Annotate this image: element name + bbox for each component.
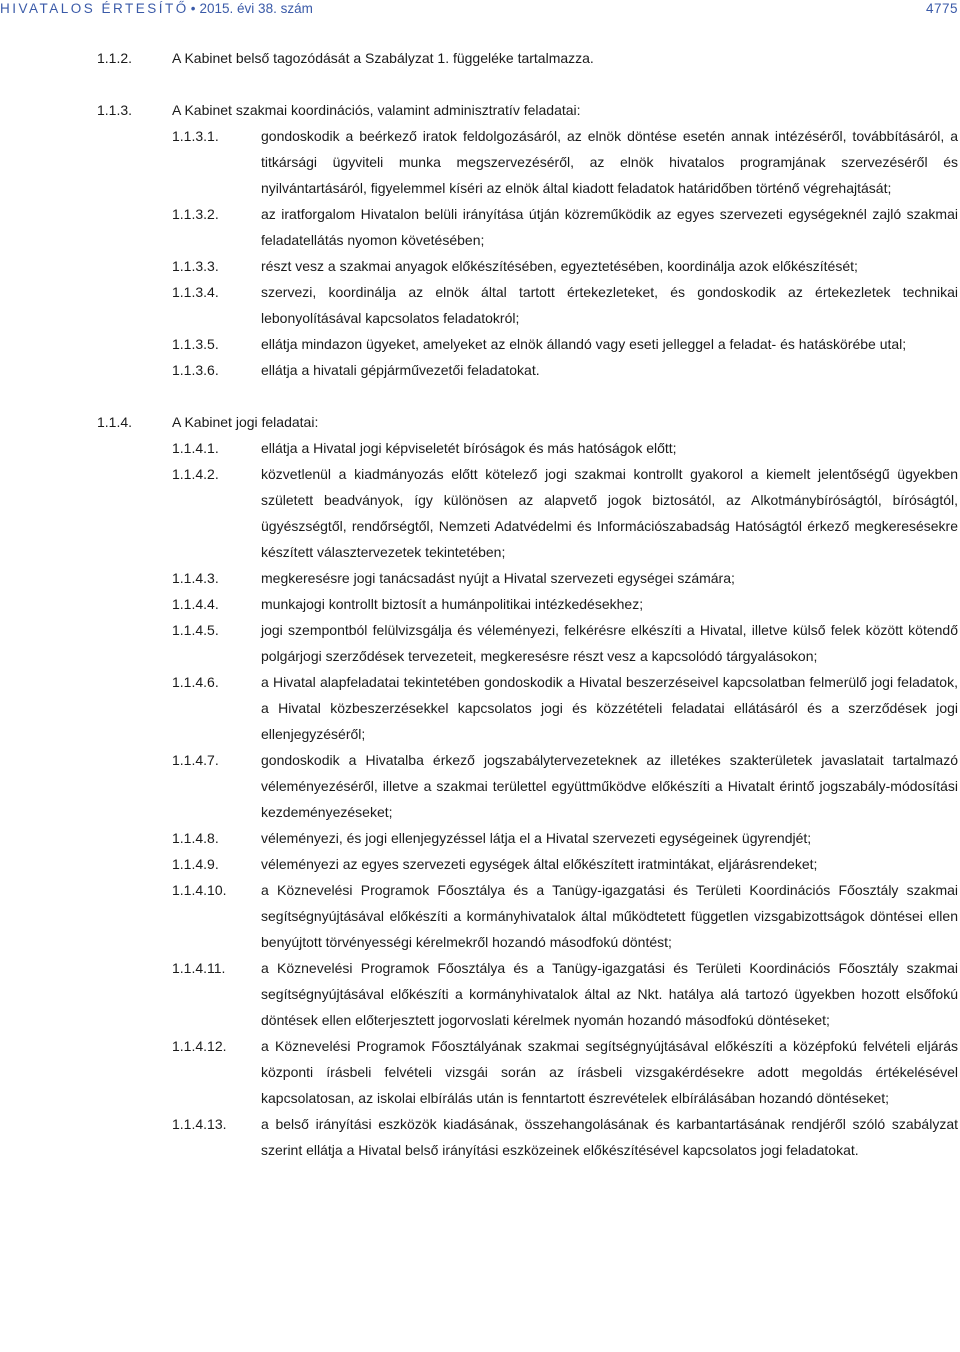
item-number: 1.1.4.11. [172, 960, 226, 976]
item-number: 1.1.4.13. [172, 1116, 227, 1132]
list-item [0, 201, 960, 253]
document-body [0, 45, 960, 1163]
item-number: 1.1.4.9. [172, 856, 219, 872]
item-text: szervezi, koordinálja az elnök által tartott értekezleteket, és gondoskodik az értekezletek technikai lebonyolításával kapcsolatos feladatokról; [261, 284, 958, 326]
item-text: ellátja mindazon ügyeket, amelyeket az elnök állandó vagy eseti jelleggel a feladat- és hatáskörébe utal; [261, 336, 907, 352]
item-text: ellátja a hivatali gépjárművezetői feladatokat. [261, 362, 540, 378]
list-item [0, 825, 960, 851]
list-item [0, 253, 960, 279]
item-text: gondoskodik a beérkező iratok feldolgozásáról, az elnök döntése esetén annak intézéséről, továbbításáról, a titkársági ügyviteli munka megszervezéséről, az elnök hivatalos programjának szervezéséről és nyilvántartásáról, figyelemmel kíséri az elnök által kiadott feladatok határidőben történő végrehajtását; [261, 128, 958, 196]
list-item [0, 565, 960, 591]
item-number: 1.1.4.2. [172, 466, 219, 482]
item-text: gondoskodik a Hivatalba érkező jogszabálytervezeteknek az illetékes szakterületek javaslatait tartalmazó véleményezéséről, illetve a szakmai területtel együttműködve előkészíti a Hivatalt érintő jogszabály-módosítási kezdeményezéseket; [261, 752, 958, 820]
list-item [0, 461, 960, 565]
item-text: megkeresésre jogi tanácsadást nyújt a Hivatal szervezeti egységei számára; [261, 570, 735, 586]
item-number: 1.1.4.4. [172, 596, 219, 612]
item-text: közvetlenül a kiadmányozás előtt kötelező jogi szakmai kontrollt gyakorol a kiemelt jelentőségű ügyekben született beadványok, így különösen az alapvető jogok biztosától, az Alkotmánybíróságtól, bíróságtól, ügyészségtől, rendőrségtől, Nemzeti Adatvédelmi és Információszabadság Hatóságtól érkező megkeresésekre készített választervezetek tekintetében; [261, 466, 958, 560]
item-text: ellátja a Hivatal jogi képviseletét bíróságok és más hatóságok előtt; [261, 440, 677, 456]
item-text: részt vesz a szakmai anyagok előkészítésében, egyeztetésében, koordinálja azok előkészítését; [261, 258, 858, 274]
item-text: a Köznevelési Programok Főosztálya és a Tanügy-igazgatási és Területi Koordinációs Főosztály szakmai segítségnyújtásával előkészíti a kormányhivatalok által működtetett független vizsgabizottságok döntései ellen benyújtott törvényességi kérelmekről hozandó másodfokú döntést; [261, 882, 958, 950]
header-separator: • [190, 1, 196, 16]
item-number: 1.1.3.6. [172, 362, 219, 378]
item-number: 1.1.4.6. [172, 674, 219, 690]
list-item [0, 591, 960, 617]
list-item [0, 1033, 960, 1111]
page-number: 4775 [925, 1, 958, 16]
section-heading: A Kabinet szakmai koordinációs, valamint adminisztratív feladatai: [172, 102, 581, 118]
section-1-1-3 [0, 97, 960, 123]
item-number: 1.1.4.5. [172, 622, 219, 638]
list-item [0, 747, 960, 825]
item-number: 1.1.3.4. [172, 284, 219, 300]
list-item [0, 123, 960, 201]
item-number: 1.1.4.3. [172, 570, 219, 586]
list-item [0, 331, 960, 357]
item-text: a Hivatal alapfeladatai tekintetében gondoskodik a Hivatal beszerzéseivel kapcsolatban felmerülő jogi feladatok, a Hivatal közbeszerzésekkel kapcsolatos jogi és közzétételi feladatai ellátásáról és a szerződések jogi ellenjegyzéséről; [261, 674, 958, 742]
item-text: véleményezi, és jogi ellenjegyzéssel látja el a Hivatal szervezeti egységeinek ügyrendjét; [261, 830, 812, 846]
item-text: munkajogi kontrollt biztosít a humánpolitikai intézkedésekhez; [261, 596, 644, 612]
publication-title: HIVATALOS ÉRTESÍTŐ [0, 1, 189, 16]
item-number: 1.1.3.1. [172, 128, 219, 144]
item-number: 1.1.3.2. [172, 206, 219, 222]
section-number: 1.1.2. [97, 50, 133, 66]
item-text: az iratforgalom Hivatalon belüli irányítása útján közreműködik az egyes szervezeti egységeknél zajló szakmai feladatellátás nyomon követésében; [261, 206, 958, 248]
list-item [0, 279, 960, 331]
item-number: 1.1.3.3. [172, 258, 219, 274]
section-number: 1.1.3. [97, 102, 133, 118]
item-number: 1.1.4.1. [172, 440, 219, 456]
section-number: 1.1.4. [97, 414, 133, 430]
section-heading: A Kabinet jogi feladatai: [172, 414, 319, 430]
item-number: 1.1.3.5. [172, 336, 219, 352]
item-text: véleményezi az egyes szervezeti egységek által előkészített iratmintákat, eljárásrendeket; [261, 856, 818, 872]
list-item [0, 955, 960, 1033]
issue-label: 2015. évi 38. szám [199, 1, 313, 16]
list-item [0, 851, 960, 877]
page-header [0, 0, 960, 24]
item-number: 1.1.4.10. [172, 882, 227, 898]
header-left [0, 0, 313, 18]
item-number: 1.1.4.7. [172, 752, 219, 768]
list-item [0, 617, 960, 669]
item-text: a Köznevelési Programok Főosztálya és a Tanügy-igazgatási és Területi Koordinációs Főosztály szakmai segítségnyújtásával előkészíti a kormányhivatalok által az Nkt. hatálya alá tartozó ügyekben hozott elsőfokú döntések ellen előterjesztett jogorvoslati kérelmek nyomán hozandó másodfokú döntéseket; [261, 960, 958, 1028]
item-number: 1.1.4.12. [172, 1038, 227, 1054]
list-item [0, 435, 960, 461]
list-item [0, 357, 960, 383]
list-item [0, 669, 960, 747]
list-item [0, 877, 960, 955]
section-heading: A Kabinet belső tagozódását a Szabályzat 1. függeléke tartalmazza. [172, 50, 594, 66]
list-item [0, 1111, 960, 1163]
item-text: jogi szempontból felülvizsgálja és véleményezi, felkérésre elkészíti a Hivatal, illetve külső felek között kötendő polgárjogi szerződések tervezeteit, megkeresésre részt vesz a kapcsolódó tárgyalásokon; [261, 622, 958, 664]
section-1-1-4 [0, 409, 960, 435]
item-text: a belső irányítási eszközök kiadásának, összehangolásának és karbantartásának rendjéről szóló szabályzat szerint ellátja a Hivatal belső irányítási eszközeinek előkészítésével kapcsolatos jogi feladatokat. [261, 1116, 958, 1158]
item-number: 1.1.4.8. [172, 830, 219, 846]
section-1-1-2 [0, 45, 960, 71]
item-text: a Köznevelési Programok Főosztályának szakmai segítségnyújtásával előkészíti a középfokú felvételi eljárás központi írásbeli felvételi vizsgái során az írásbeli vizsgakérdésekre adott megoldás értékelésével kapcsolatosan, az iskolai elbírálás után is fenntartott észrevételek elbírálásában hozandó döntéseket; [261, 1038, 958, 1106]
